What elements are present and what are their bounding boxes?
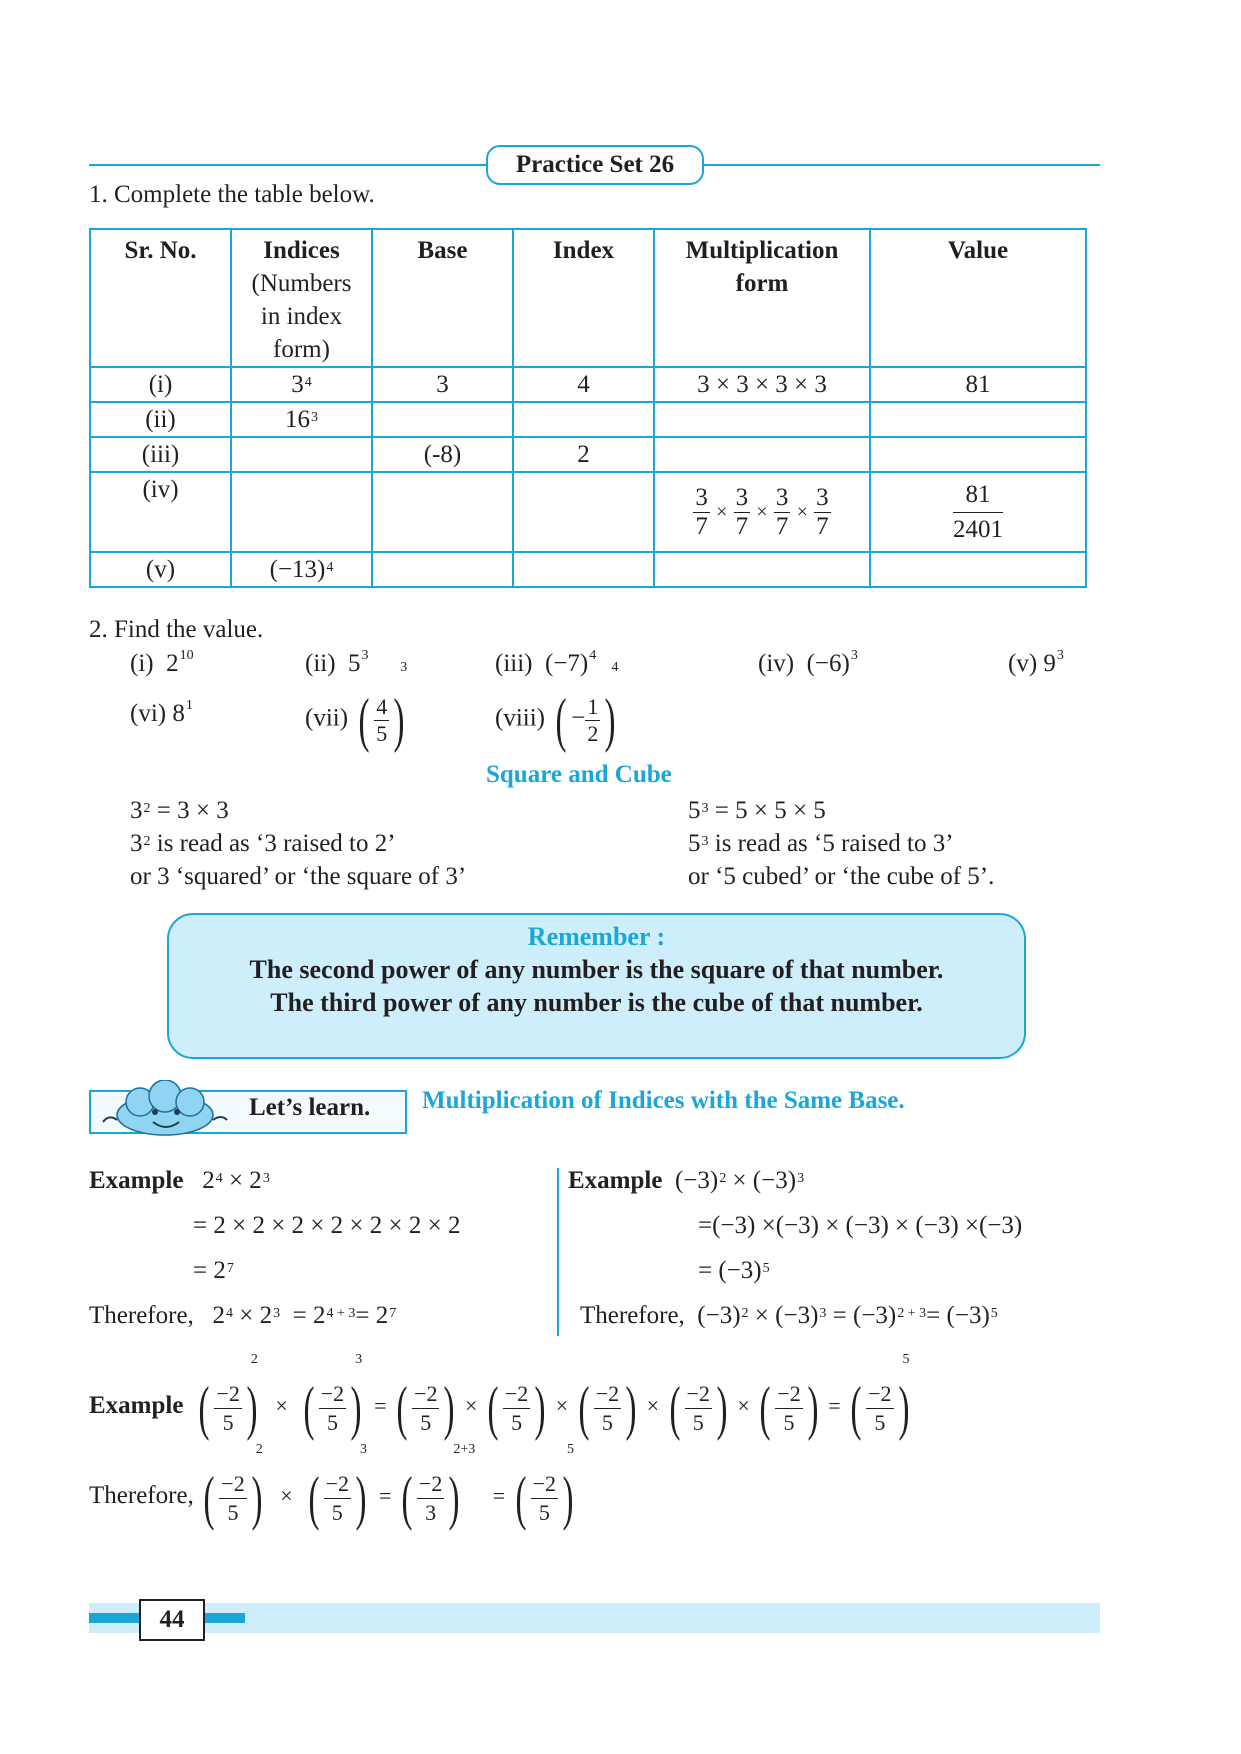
example-divider <box>557 1168 559 1336</box>
fraction-product: $\frac{3}{7}$ × $\frac{3}{7}$ × $\frac{3}{7}$ × $\frac{3}{7}$ <box>654 472 870 552</box>
square-explanation: $3^2 = 3 \times 3$ $3^2$ is read as ‘3 raised to 2’ or 3 ‘squared’ or ‘the square of 3’ <box>130 797 467 890</box>
fraction-value: $\frac{81}{2401}$ <box>870 472 1086 552</box>
q2-item: (iv) $(-6)^3$ <box>758 648 858 677</box>
question-2-label: 2. Find the value. <box>89 616 264 643</box>
header-sr-no: Sr. No. <box>90 229 231 367</box>
lets-learn-box <box>89 1090 407 1134</box>
remember-line-2: The third power of any number is the cube of that number. <box>270 988 923 1017</box>
table-row: (v) $(-13)^4$ <box>90 552 1086 587</box>
example-3-therefore: Therefore, ( $\frac{-2}{5}$ )$^2$ × ( $\frac{-2}{5}$ )$^3$= ( $\frac{-2}{3}$ )$^{2+3}$ = ( $\frac{-2}{5}$ )$^5$ <box>89 1442 575 1531</box>
remember-line-1: The second power of any number is the square of that number. <box>249 955 944 984</box>
header-index: Index <box>513 229 654 367</box>
q2-item: (i) $2^{10}$ <box>130 648 194 677</box>
lets-learn-label: Let’s learn. <box>249 1094 371 1121</box>
practice-set-title: Practice Set 26 <box>486 145 704 185</box>
header-indices: Indices (Numbers in index form) <box>231 229 372 367</box>
q2-item: (iii) $(-7)^4$ <box>495 648 597 677</box>
remember-box <box>167 913 1026 1059</box>
lets-learn-heading: Multiplication of Indices with the Same Base. <box>422 1087 905 1114</box>
table-row: (iv) $\frac{3}{7}$ × $\frac{3}{7}$ × $\frac{3}{7}$ × $\frac{3}{7}$ $\frac{81}{2401}$ <box>90 472 1086 552</box>
example-3: Example ( $\frac{-2}{5}$ )$^2$ × ( $\frac{-2}{5}$ )$^3$= ( $\frac{-2}{5}$ ) × ( $\frac{-2}{5}$ ) × ( $\frac{-2}{5}$ ) × ( $\frac{-2}{5}$ ) × ( $\frac{-2}{5}$ ) = ( $\frac{-2}{5}$ )$^5$ <box>89 1352 910 1441</box>
table-row: (i) $3^4$ 3 4 3 × 3 × 3 × 3 81 <box>90 367 1086 402</box>
q2-item: (ii) $5^3$ <box>305 648 369 677</box>
indices-table <box>89 228 1087 588</box>
question-1-label: 1. Complete the table below. <box>89 181 375 208</box>
remember-title: Remember : <box>527 922 666 951</box>
cube-explanation: $5^3 = 5 \times 5 \times 5$ $5^3$ is read as ‘5 raised to 3’ or ‘5 cubed’ or ‘the cube of 5’. <box>688 797 995 890</box>
header-base: Base <box>372 229 513 367</box>
example-2: Example $(-3)^2 \times (-3)^3$ =(−3) ×(−3) × (−3) × (−3) ×(−3) = $(-3)^5$ Therefore, $(-3)^2 \times (-3)^3 = (-3)^{2 + 3}= (-3)^5$ <box>568 1167 1023 1329</box>
header-multiplication-form: Multiplication form <box>654 229 870 367</box>
example-1: Example $2^4 \times 2^3$ = 2 × 2 × 2 × 2 × 2 × 2 × 2 = $2^7$ Therefore, $2^4 \times 2^3 = 2^{4 + 3}= 2^7$ <box>89 1167 461 1329</box>
q2-item: (vi) $8^1$ <box>130 698 193 727</box>
table-row: (iii) (-8) 2 <box>90 437 1086 472</box>
q2-item: (viii) ( − $\frac{1}{2}$ )$^4$ <box>495 660 619 753</box>
header-value: Value <box>870 229 1086 367</box>
q2-item: (vii) ( $\frac{4}{5}$ )$^3$ <box>305 660 408 753</box>
q2-item: (v) $9^3$ <box>1008 648 1064 677</box>
page-number: 44 <box>139 1599 205 1641</box>
square-cube-heading: Square and Cube <box>486 761 672 788</box>
table-header-row <box>90 229 1086 367</box>
cloud-mascot-icon <box>95 1080 235 1142</box>
table-row: (ii) $16^3$ <box>90 402 1086 437</box>
